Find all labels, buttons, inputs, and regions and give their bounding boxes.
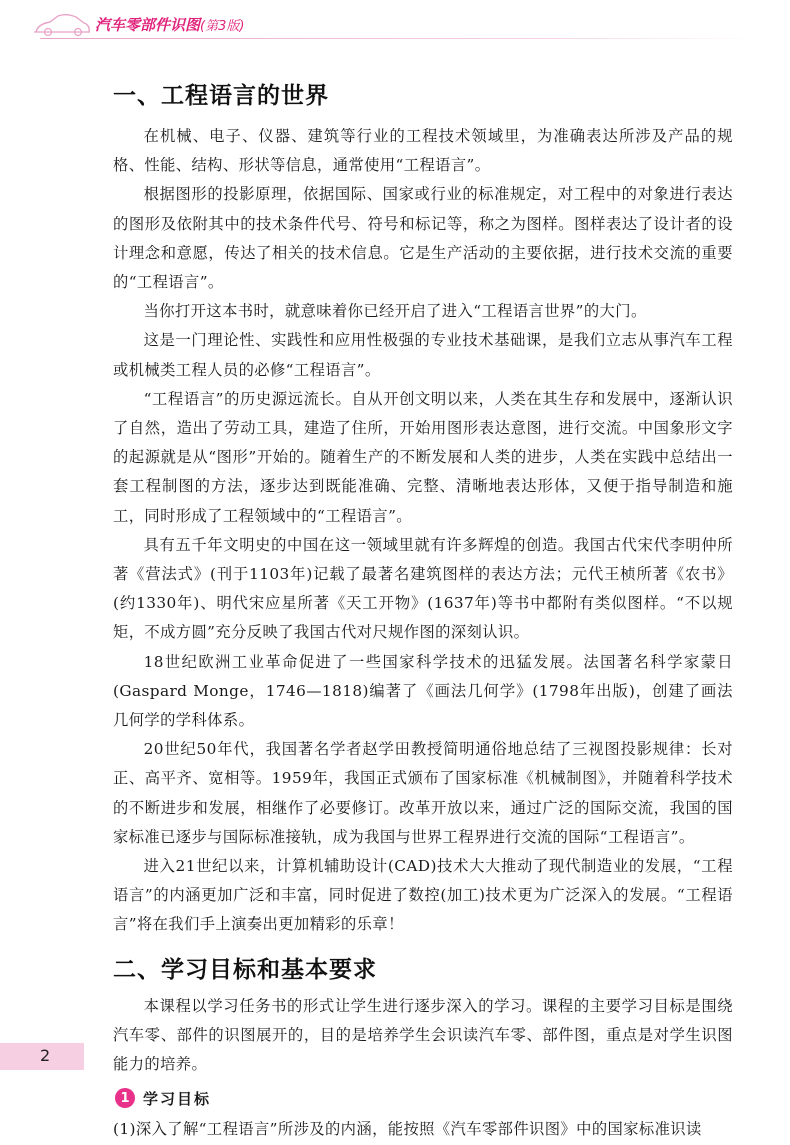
page-body — [113, 76, 733, 1145]
number-badge: 1 — [115, 1088, 135, 1108]
edition-label: (第3版) — [200, 19, 245, 34]
section-heading-1: 一、工程语言的世界 — [113, 83, 329, 109]
section-intro: 本课程以学习任务书的形式让学生进行逐步深入的学习。课程的主要学习目标是围绕汽车零、部件的识图展开的，目的是培养学生会识读汽车零、部件图，重点是对学生识图能力的培养。 — [113, 996, 733, 1074]
page-number-tab — [0, 1043, 84, 1070]
paragraph: 根据图形的投影原理，依据国际、国家或行业的标准规定，对工程中的对象进行表达的图形及依附其中的技术条件代号、符号和标记等，称之为图样。图样表达了设计者的设计理念和意愿，传达了相关的技术信息。它是生产活动的主要依据，进行技术交流的重要的“工程语言”。 — [113, 185, 733, 292]
list-item: (1)深入了解“工程语言”所涉及的内涵，能按照《汽车零部件识图》中的国家标准识读 — [113, 1120, 702, 1139]
paragraph: 当你打开这本书时，就意味着你已经开启了进入“工程语言世界”的大门。 — [143, 302, 647, 321]
book-title-text: 汽车零部件识图 — [95, 16, 201, 34]
paragraph: 在机械、电子、仪器、建筑等行业的工程技术领域里，为准确表达所涉及产品的规格、性能、结构、形状等信息，通常使用“工程语言”。 — [113, 127, 733, 175]
paragraph: “工程语言”的历史源远流长。自从开创文明以来，人类在其生存和发展中，逐渐认识了自然，造出了劳动工具，建造了住所，开始用图形表达意图，进行交流。中国象形文字的起源就是从“图形”开始的。随着生产的不断发展和人类的进步，人类在实践中总结出一套工程制图的方法，逐步达到既能准确、完整、清晰地表达形体，又便于指导制造和施工，同时形成了工程领域中的“工程语言”。 — [113, 389, 733, 525]
book-title — [95, 14, 244, 35]
header-divider — [40, 38, 760, 39]
running-header — [0, 0, 790, 50]
subsection-heading — [115, 1081, 733, 1115]
subsection-title: 学习目标 — [143, 1089, 212, 1108]
paragraph: 具有五千年文明史的中国在这一领域里就有许多辉煌的创造。我国古代宋代李明仲所著《营法式》(刊于1103年)记载了最著名建筑图样的表达方法；元代王桢所著《农书》(约1330年)、明代宋应星所著《天工开物》(1637年)等书中都附有类似图样。“不以规矩，不成方圆”充分反映了我国古代对尺规作图的深刻认识。 — [113, 535, 733, 642]
paragraph: 进入21世纪以来，计算机辅助设计(CAD)技术大大推动了现代制造业的发展，“工程语言”的内涵更加广泛和丰富，同时促进了数控(加工)技术更为广泛深入的发展。“工程语言”将在我们手上演奏出更加精彩的乐章！ — [113, 857, 733, 934]
paragraph: 这是一门理论性、实践性和应用性极强的专业技术基础课，是我们立志从事汽车工程或机械类工程人员的必修“工程语言”。 — [113, 331, 733, 379]
section-heading-2: 二、学习目标和基本要求 — [113, 956, 377, 983]
car-icon — [32, 10, 92, 38]
paragraph: 20世纪50年代，我国著名学者赵学田教授简明通俗地总结了三视图投影规律：长对正、高平齐、宽相等。1959年，我国正式颁布了国家标准《机械制图》，并随着科学技术的不断进步和发展，相继作了必要修订。改革开放以来，通过广泛的国际交流，我国的国家标准已逐步与国际标准接轨，成为我国与世界工程界进行交流的国际“工程语言”。 — [113, 740, 733, 846]
paragraph: 18世纪欧洲工业革命促进了一些国家科学技术的迅猛发展。法国著名科学家蒙日(Gaspard Monge，1746—1818)编著了《画法几何学》(1798年出版)，创建了画法几何学的学科体系。 — [113, 652, 733, 730]
page-number: 2 — [40, 1046, 51, 1065]
